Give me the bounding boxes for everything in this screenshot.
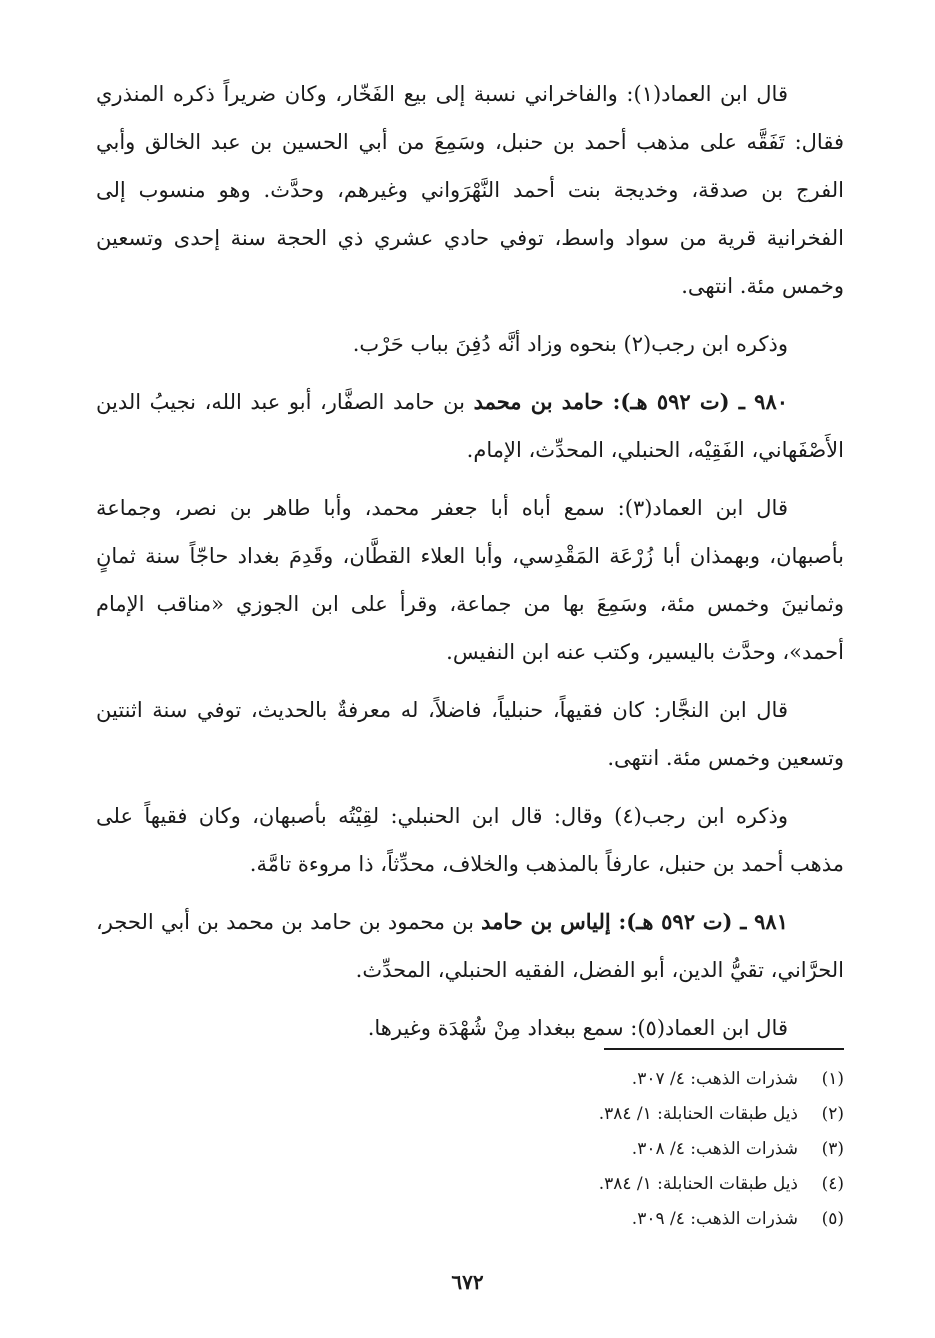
footnote-number: (٢)	[821, 1104, 844, 1124]
footnote-number: (٥)	[821, 1209, 844, 1229]
footnote-4	[96, 1167, 844, 1202]
entry-heading: ٩٨٠ ـ (ت ٥٩٢ هـ): حامد بن محمد	[473, 389, 789, 414]
footnote-text: ذيل طبقات الحنابلة: ١/ ٣٨٤.	[598, 1174, 798, 1194]
footnote-3	[96, 1132, 844, 1167]
page-number: ٦٧٢	[451, 1270, 484, 1294]
footnotes	[96, 1048, 844, 1237]
paragraph-5	[96, 686, 844, 782]
text-run: بن محمود بن حامد بن محمد بن أبي الحجر، الحرَّاني، تقيُّ الدين، أبو الفضل، الفقيه الحنبلي، المحدِّث.	[96, 910, 844, 982]
text-run: وذكره ابن رجب(٢) بنحوه وزاد أنَّه دُفِنَ بباب حَرْب.	[352, 332, 788, 356]
paragraph-8	[96, 1004, 844, 1052]
text-run: قال ابن العماد(٥): سمع ببغداد مِنْ شُهْدَة وغيرها.	[367, 1016, 788, 1040]
footnote-5	[96, 1202, 844, 1237]
footnote-text: ذيل طبقات الحنابلة: ١/ ٣٨٤.	[598, 1104, 798, 1124]
text-run: وذكره ابن رجب(٤) وقال: قال ابن الحنبلي: لقِيْتُه بأصبهان، وكان فقيهاً على مذهب أحمد بن حنبل، عارفاً بالمذهب والخلاف، محدِّثاً، ذا مروءة تامَّة.	[96, 804, 844, 876]
footnote-1	[96, 1062, 844, 1097]
entry-heading: ٩٨١ ـ (ت ٥٩٢ هـ): إلياس بن حامد	[481, 909, 788, 934]
text-run: قال ابن النجَّار: كان فقيهاً، حنبلياً، فاضلاً، له معرفةٌ بالحديث، توفي سنة اثنتين وتسعين وخمس مئة. انتهى.	[96, 698, 844, 770]
text-run: قال ابن العماد(٣): سمع أباه أبا جعفر محمد، وأبا طاهر بن نصر، وجماعة بأصبهان، وبهمذان أبا زُرْعَة المَقْدِسي، وأبا العلاء القطَّان، وقَدِمَ بغداد حاجّاً سنة ثمانٍ وثمانينَ وخمس مئة، وسَمِعَ بها من جماعة، وقرأ على ابن الجوزي «مناقب الإمام أحمد»، وحدَّث باليسير، وكتب عنه ابن النفيس.	[96, 496, 844, 664]
footnote-2	[96, 1097, 844, 1132]
footnote-number: (١)	[821, 1069, 844, 1089]
text-run: قال ابن العماد(١): والفاخراني نسبة إلى بيع الفَخّار، وكان ضريراً ذكره المنذري فقال: تَفَقَّه على مذهب أحمد بن حنبل، وسَمِعَ من أبي الحسين بن عبد الخالق وأبي الفرج بن صدقة، وخديجة بنت أحمد النَّهْرَواني وغيرهم، وحدَّث. وهو منسوب إلى الفخرانية قرية من سواد واسط، توفي حادي عشري ذي الحجة سنة إحدى وتسعين وخمس مئة. انتهى.	[96, 82, 844, 298]
footnote-text: شذرات الذهب: ٤/ ٣٠٨.	[631, 1139, 798, 1159]
footnote-number: (٤)	[821, 1174, 844, 1194]
paragraph-2	[96, 320, 844, 368]
footnote-number: (٣)	[821, 1139, 844, 1159]
footnote-text: شذرات الذهب: ٤/ ٣٠٩.	[631, 1209, 798, 1229]
paragraph-1	[96, 70, 844, 310]
paragraph-6	[96, 792, 844, 888]
main-text	[96, 70, 844, 1062]
entry-981	[96, 898, 844, 994]
entry-980	[96, 378, 844, 474]
text-run: بن حامد الصفَّار، أبو عبد الله، نجيبُ الدين الأَصْفَهاني، الفَقِيْه، الحنبلي، المحدِّث، الإمام.	[96, 390, 844, 462]
footnote-text: شذرات الذهب: ٤/ ٣٠٧.	[631, 1069, 798, 1089]
paragraph-4	[96, 484, 844, 676]
footnote-divider	[604, 1048, 844, 1050]
